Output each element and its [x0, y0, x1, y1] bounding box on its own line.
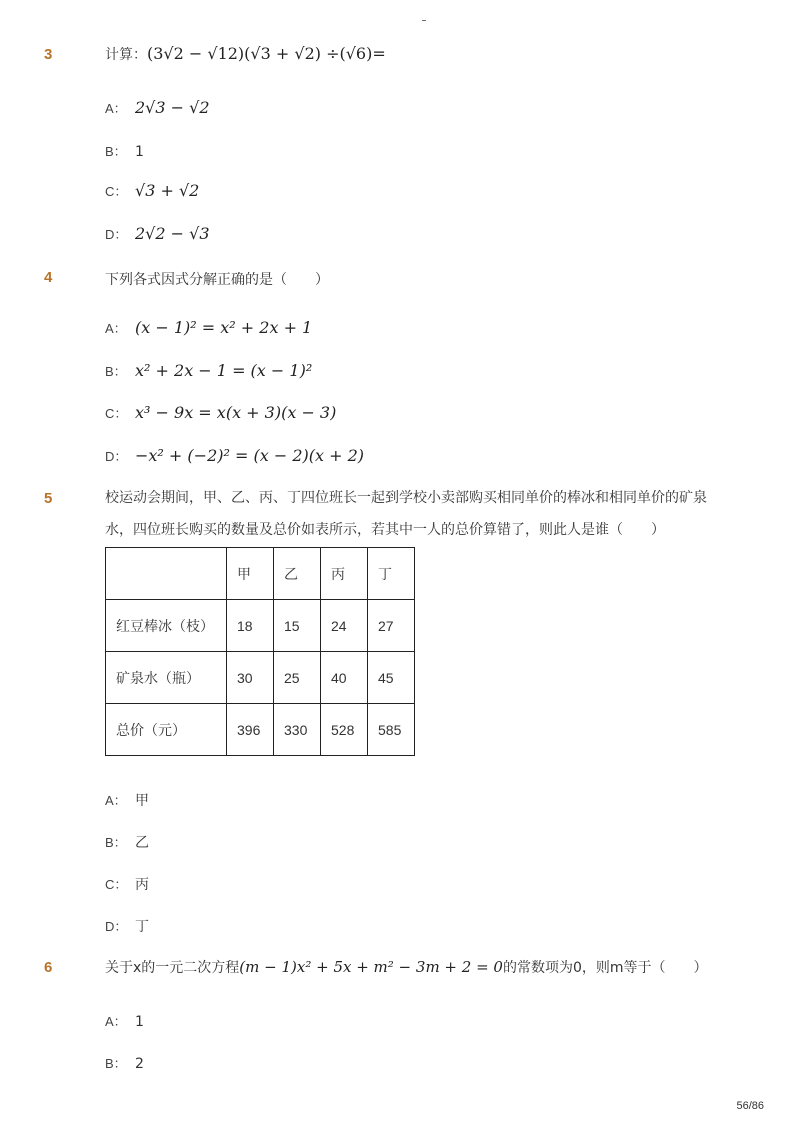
option-label: A：	[105, 1014, 127, 1029]
option-a[interactable]	[105, 318, 312, 337]
option-label: A：	[105, 101, 127, 116]
option-value: −x² + (−2)² = (x − 2)(x + 2)	[135, 446, 365, 465]
option-a[interactable]	[105, 98, 210, 117]
option-value: x² + 2x − 1 = (x − 1)²	[135, 361, 313, 380]
stem-prefix: 计算：	[105, 47, 147, 63]
question-stem: 校运动会期间，甲、乙、丙、丁四位班长一起到学校小卖部购买相同单价的棒冰和相同单价的矿泉水，四位班长购买的数量及总价如表所示，若其中一人的总价算错了，则此人是谁（ ）	[105, 490, 707, 538]
option-a[interactable]	[105, 790, 149, 810]
option-d[interactable]	[105, 224, 210, 243]
table-cell: 30	[227, 652, 274, 704]
option-value: 1	[135, 144, 144, 160]
table-cell: 18	[227, 600, 274, 652]
table-row-label: 红豆棒冰（枝）	[106, 600, 227, 652]
option-label: D：	[105, 449, 128, 464]
option-value: 2	[135, 1056, 144, 1072]
question-number: 4	[44, 269, 53, 286]
option-b[interactable]	[105, 361, 312, 380]
option-value: (x − 1)² = x² + 2x + 1	[135, 318, 313, 337]
table-header-cell: 甲	[227, 548, 274, 600]
option-value: 2√3 − √2	[135, 98, 210, 117]
option-c[interactable]	[105, 403, 336, 422]
table-row	[106, 704, 415, 756]
question-stem	[105, 44, 386, 64]
option-label: B：	[105, 364, 127, 379]
option-label: B：	[105, 1056, 127, 1071]
table-cell: 528	[321, 704, 368, 756]
stem-suffix: 的常数项为0，则m等于（ ）	[502, 960, 708, 976]
option-c[interactable]	[105, 874, 149, 894]
table-cell: 24	[321, 600, 368, 652]
option-value: x³ − 9x = x(x + 3)(x − 3)	[135, 403, 337, 422]
table-cell	[106, 548, 227, 600]
table-cell: 330	[274, 704, 321, 756]
table-header-row	[106, 548, 415, 600]
table-cell: 15	[274, 600, 321, 652]
option-b[interactable]	[105, 1053, 144, 1072]
question-number: 3	[44, 46, 53, 63]
table-header-cell: 丙	[321, 548, 368, 600]
option-c[interactable]	[105, 181, 199, 200]
option-value: √3 + √2	[135, 181, 200, 200]
option-label: B：	[105, 835, 127, 850]
option-label: C：	[105, 877, 128, 892]
option-label: C：	[105, 184, 128, 199]
option-value: 丁	[135, 919, 149, 935]
option-a[interactable]	[105, 1011, 144, 1030]
table-header-cell: 乙	[274, 548, 321, 600]
table-row	[106, 652, 415, 704]
table-row-label: 矿泉水（瓶）	[106, 652, 227, 704]
header-mark	[422, 20, 426, 21]
stem-math: (m − 1)x² + 5x + m² − 3m + 2 = 0	[239, 958, 503, 976]
option-label: C：	[105, 406, 128, 421]
table-cell: 45	[368, 652, 415, 704]
question-stem: 下列各式因式分解正确的是（ ）	[105, 272, 329, 288]
question-stem	[105, 957, 708, 977]
option-value: 甲	[135, 793, 149, 809]
option-label: A：	[105, 793, 127, 808]
option-b[interactable]	[105, 141, 144, 160]
option-value: 2√2 − √3	[135, 224, 210, 243]
page-number: 56/86	[736, 1100, 764, 1112]
table-cell: 396	[227, 704, 274, 756]
option-d[interactable]	[105, 916, 149, 936]
question-number: 5	[44, 490, 53, 507]
price-table	[105, 547, 415, 756]
option-label: A：	[105, 321, 127, 336]
stem-prefix: 关于x的一元二次方程	[105, 960, 240, 976]
table-row	[106, 600, 415, 652]
option-label: B：	[105, 144, 127, 159]
table-cell: 25	[274, 652, 321, 704]
question-number: 6	[44, 959, 53, 976]
table-cell: 27	[368, 600, 415, 652]
table-cell: 585	[368, 704, 415, 756]
option-label: D：	[105, 919, 128, 934]
stem-math: (3√2 − √12)(√3 + √2) ÷(√6)=	[147, 44, 386, 63]
table-cell: 40	[321, 652, 368, 704]
option-d[interactable]	[105, 446, 364, 465]
option-value: 乙	[135, 835, 149, 851]
option-value: 丙	[135, 877, 149, 893]
table-row-label: 总价（元）	[106, 704, 227, 756]
table-header-cell: 丁	[368, 548, 415, 600]
option-value: 1	[135, 1014, 144, 1030]
option-label: D：	[105, 227, 128, 242]
option-b[interactable]	[105, 832, 149, 852]
